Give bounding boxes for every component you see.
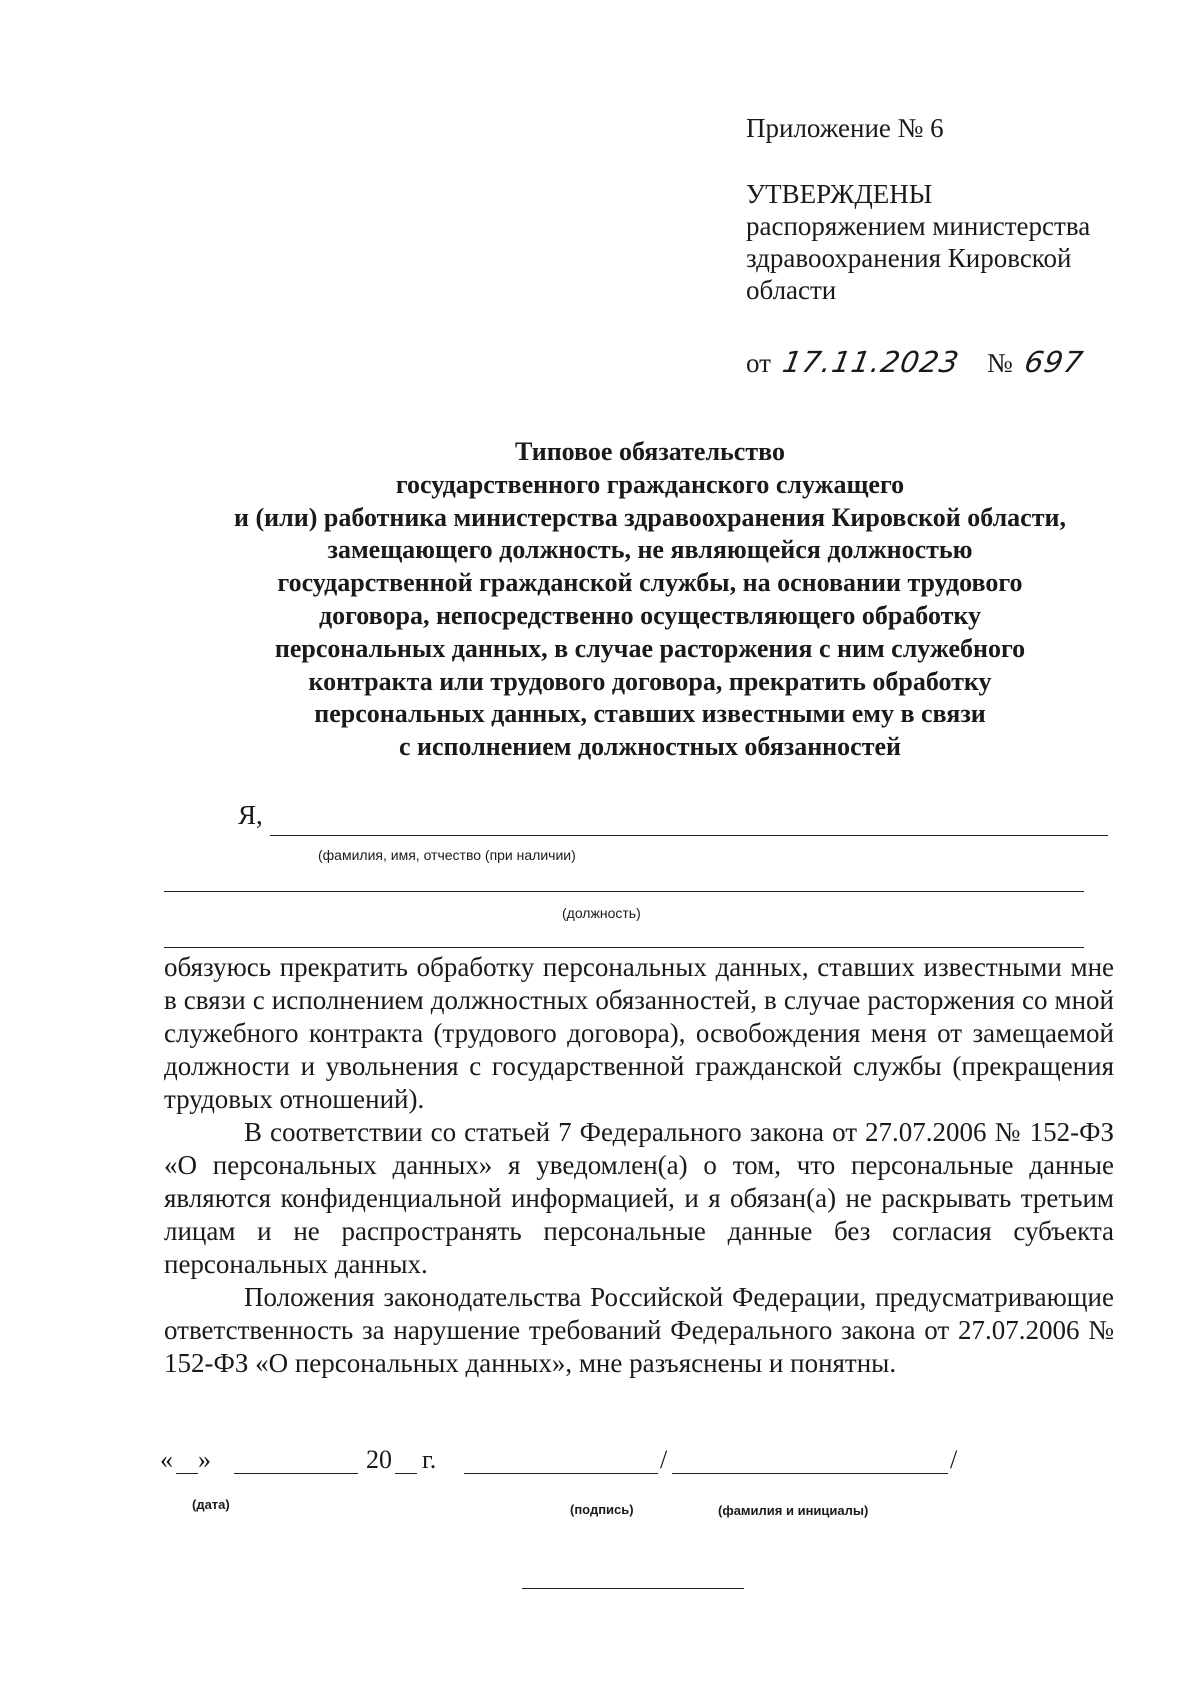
name-caption: (фамилия, имя, отчество (при наличии) — [318, 847, 576, 863]
order-from-label: от — [746, 348, 771, 378]
approved-by-line-3: области — [746, 275, 837, 305]
name-fill-line[interactable] — [270, 835, 1108, 836]
approved-by-line-2: здравоохранения Кировской — [746, 243, 1072, 273]
ya-label: Я, — [238, 800, 263, 830]
title-line: и (или) работника министерства здравоохранения Кировской области, — [234, 502, 1066, 532]
body-text — [164, 951, 1114, 1380]
appendix-label: Приложение № 6 — [746, 113, 944, 143]
paragraph-provisions: Положения законодательства Российской Федерации, предусматривающие ответственность за нарушение требований Федерального закона от 27.07.2006 № 152-ФЗ «О персональных данных», мне разъяснены и понятны. — [164, 1282, 1114, 1378]
signature-slash: / — [660, 1445, 668, 1474]
title-line: договора, непосредственно осуществляющего обработку — [318, 600, 982, 630]
title-line: государственной гражданской службы, на основании трудового — [277, 568, 1023, 598]
title-line: с исполнением должностных обязанностей — [399, 732, 901, 762]
month-fill-line[interactable] — [234, 1445, 358, 1474]
order-line — [746, 346, 1166, 379]
initials-slash: / — [950, 1445, 958, 1474]
year-suffix: г. — [422, 1445, 437, 1474]
year-fill-line[interactable] — [395, 1445, 417, 1474]
approved-label: УТВЕРЖДЕНЫ — [746, 179, 933, 209]
order-number-label: № — [987, 348, 1013, 378]
position-fill-line-2[interactable] — [164, 947, 1084, 948]
date-quote-close: » — [198, 1445, 211, 1474]
signature-fill-line[interactable] — [464, 1445, 658, 1474]
initials-fill-line[interactable] — [672, 1445, 948, 1474]
position-fill-line[interactable] — [164, 891, 1084, 892]
closing-separator — [522, 1588, 744, 1589]
date-caption: (дата) — [192, 1497, 230, 1512]
title-line: замещающего должность, не являющейся должностью — [327, 535, 973, 565]
signature-caption: (подпись) — [570, 1502, 634, 1517]
year-prefix: 20 — [366, 1445, 392, 1474]
position-caption: (должность) — [562, 905, 641, 921]
approval-header — [746, 112, 1166, 379]
approved-by-line-1: распоряжением министерства — [746, 211, 1091, 241]
order-date-handwritten: 17.11.2023 — [779, 345, 962, 379]
date-quote-open: « — [160, 1445, 173, 1474]
signature-row — [0, 1445, 1200, 1485]
day-fill-line[interactable] — [176, 1445, 198, 1474]
initials-caption: (фамилия и инициалы) — [718, 1503, 869, 1518]
paragraph-obligation: обязуюсь прекратить обработку персональных данных, ставших известными мне в связи с исполнением должностных обязанностей, в случае расторжения со мной служебного контракта (трудового договора), освобождения меня от замещаемой должности и увольнения с государственной гражданской службы (прекращения трудовых отношений). — [164, 952, 1114, 1114]
paragraph-notice: В соответствии со статьей 7 Федерального закона от 27.07.2006 № 152-ФЗ «О персональных данных» я уведомлен(а) о том, что персональные данные являются конфиденциальной информацией, и я обязан(а) не раскрывать третьим лицам и не распространять персональные данные без согласия субъекта персональных данных. — [164, 1117, 1114, 1279]
title-line: персональных данных, в случае расторжения с ним служебного — [274, 633, 1026, 663]
title-line: Типовое обязательство — [515, 437, 785, 466]
title-line: государственного гражданского служащего — [395, 469, 905, 499]
title-line: персональных данных, ставших известными ему в связи — [314, 699, 986, 729]
title-line: контракта или трудового договора, прекратить обработку — [308, 666, 992, 696]
order-number-handwritten: 697 — [1021, 345, 1087, 379]
document-title — [120, 436, 1180, 764]
